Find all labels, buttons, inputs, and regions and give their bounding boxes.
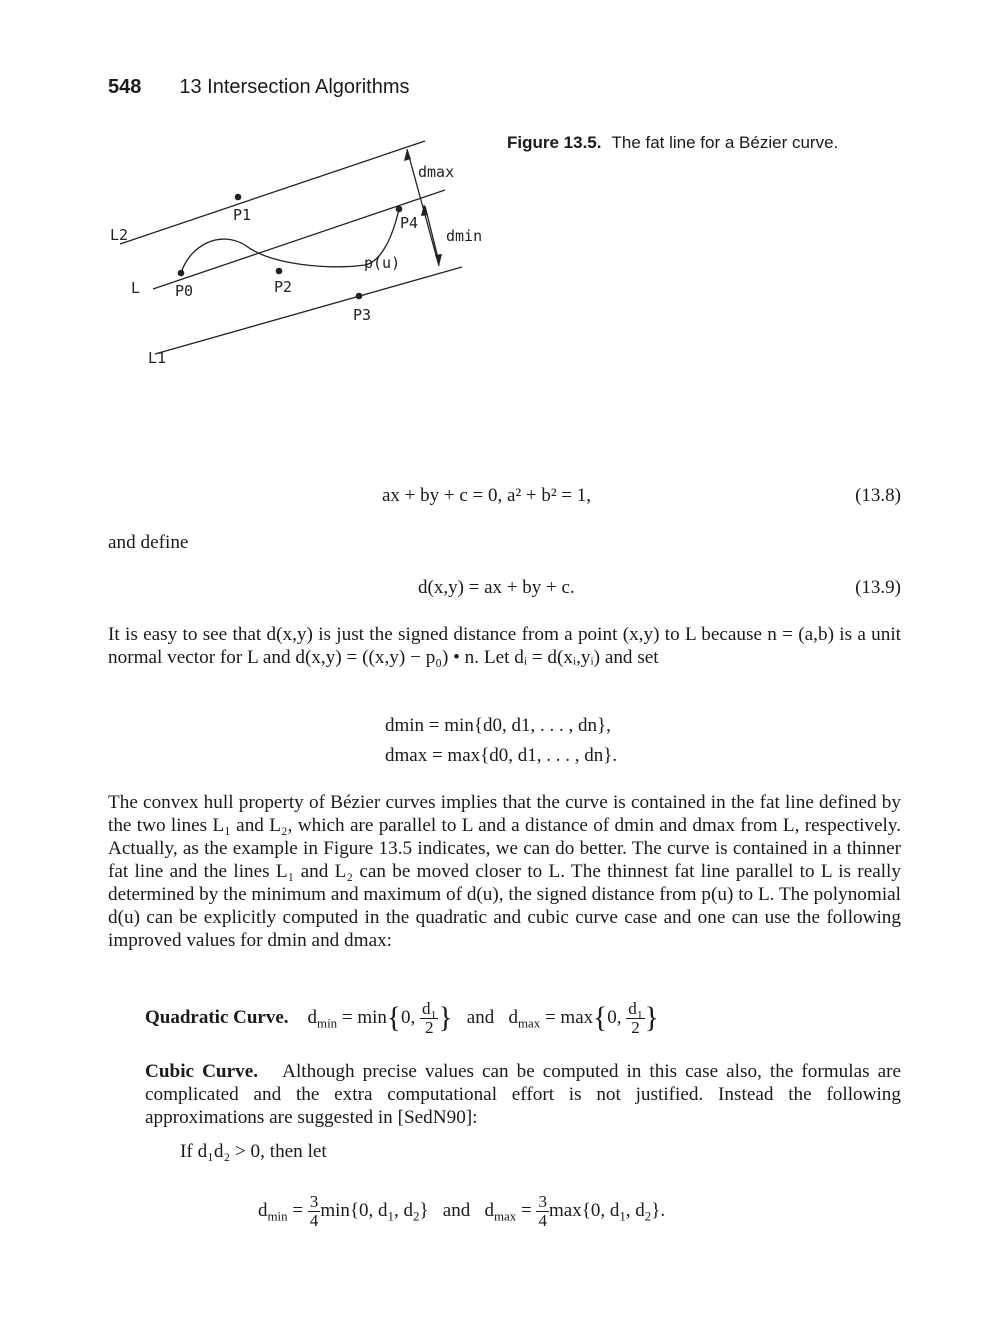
paragraph-convex-hull: The convex hull property of Bézier curves implies that the curve is contained in the fat line defined by the two lines L₁ and L₂, which are parallel to L and a distance of dmin and dmax from L, respectively. Actually, as the example in Figure 13.5 indicates, we can do better. The curve is contained in a thinner fat line and the lines L₁ and L₂ can be moved closer to L. The thinnest fat line parallel to L is really determined by the minimum and maximum of d(u), the signed distance from p(u) to L. The polynomial d(u) can be explicitly computed in the quadratic and cubic curve case and one can use the following improved values for dmin and dmax: bbox=[108, 792, 901, 951]
figure-caption bbox=[507, 133, 838, 153]
equation-number-13-9: (13.9) bbox=[855, 577, 901, 598]
cubic-curve-paragraph bbox=[145, 1060, 901, 1129]
label-p4: P4 bbox=[400, 214, 419, 232]
label-p0: P0 bbox=[175, 282, 194, 300]
point-p2 bbox=[276, 268, 283, 275]
point-p3 bbox=[356, 293, 363, 300]
figure-caption-text: The fat line for a Bézier curve. bbox=[611, 133, 839, 152]
running-head bbox=[108, 76, 410, 99]
point-p4 bbox=[396, 206, 403, 213]
dmax-arrowhead-bottom bbox=[435, 254, 442, 266]
cubic-curve-formula: $d_{min}$ = $\frac{3}{4}$ min{0, $d_1$, $d_2$} and $d_{max}$ = $\frac{3}{4}$ max{0, $d_1$, $d_2$}. bbox=[258, 1192, 666, 1230]
line-L bbox=[153, 190, 445, 289]
chapter-title: 13 Intersection Algorithms bbox=[179, 76, 410, 98]
if-condition: If d₁d₂ > 0, then let bbox=[180, 1141, 327, 1162]
label-p1: P1 bbox=[233, 206, 252, 224]
label-p3: P3 bbox=[353, 306, 372, 324]
line-L2 bbox=[120, 141, 425, 244]
quadratic-label: Quadratic Curve. bbox=[145, 1006, 289, 1028]
equation-13-8: ax + by + c = 0, a² + b² = 1, bbox=[382, 485, 592, 506]
fat-line-figure bbox=[100, 130, 490, 380]
cubic-text: Although precise values can be computed in this case also, the formulas are complicated and the extra computational effort is not justified. Instead the following approximations are suggested in [SedN90]: bbox=[145, 1061, 902, 1128]
point-p0 bbox=[178, 270, 185, 277]
and-define-text: and define bbox=[108, 532, 189, 553]
page-number: 548 bbox=[108, 76, 142, 98]
dmax-definition: dmax = max{d0, d1, . . . , dn}. bbox=[385, 745, 618, 766]
label-L1: L1 bbox=[148, 349, 167, 367]
label-L2: L2 bbox=[110, 226, 129, 244]
equation-number-13-8: (13.8) bbox=[855, 485, 901, 506]
figure-label: Figure 13.5. bbox=[507, 133, 602, 152]
cubic-label: Cubic Curve. bbox=[145, 1061, 259, 1082]
quadratic-curve-formula: Quadratic Curve. $d_{min} = \min\{0$, $\frac{d_1}{2}$ } and $d_{max} = \max\{0$, $\frac{d_1}{2}$ } bbox=[145, 999, 659, 1037]
point-p1 bbox=[235, 194, 242, 201]
label-pu: p(u) bbox=[364, 254, 401, 272]
equation-13-9: d(x,y) = ax + by + c. bbox=[418, 577, 575, 598]
label-dmax: dmax bbox=[418, 163, 455, 181]
label-dmin: dmin bbox=[446, 227, 483, 245]
dmax-arrowhead-top bbox=[404, 149, 411, 161]
label-p2: P2 bbox=[274, 278, 293, 296]
dmin-definition: dmin = min{d0, d1, . . . , dn}, bbox=[385, 715, 611, 736]
label-L: L bbox=[131, 279, 141, 297]
line-L1 bbox=[155, 267, 462, 354]
paragraph-signed-distance: It is easy to see that d(x,y) is just the signed distance from a point (x,y) to L because n = (a,b) is a unit normal vector for L and d(x,y) = ((x,y) − p₀) • n. Let dᵢ = d(xᵢ,yᵢ) and set bbox=[108, 624, 901, 668]
